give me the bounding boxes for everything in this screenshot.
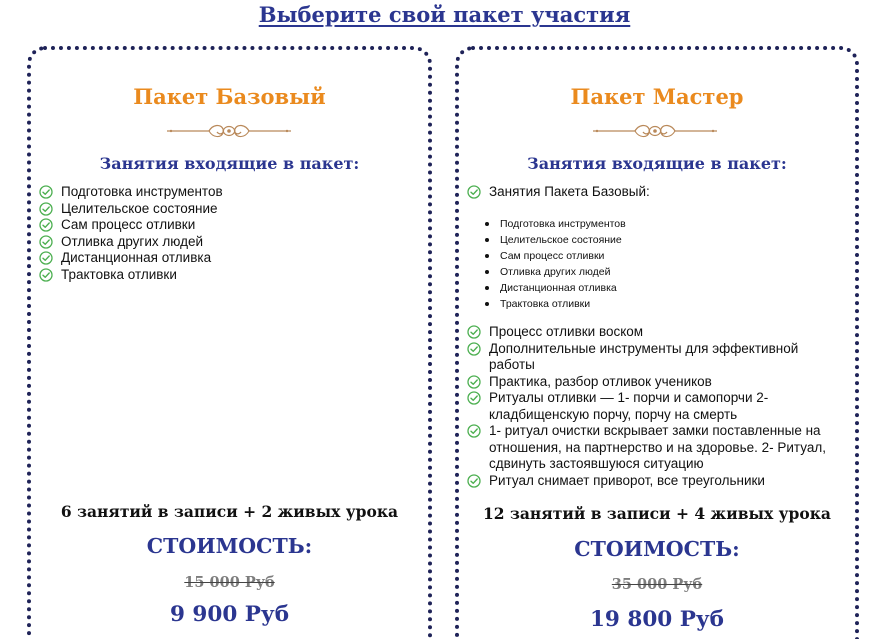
check-circle-icon — [467, 325, 481, 339]
sub-feature-item: Отливка других людей — [485, 264, 626, 280]
feature-label: Подготовка инструментов — [61, 184, 223, 199]
sub-feature-item: Целительское состояние — [485, 232, 626, 248]
sessions-summary: 12 занятий в записи + 4 живых урока — [483, 504, 831, 523]
new-price: 9 900 Руб — [169, 602, 290, 627]
feature-list — [467, 324, 839, 489]
check-circle-icon — [39, 268, 53, 282]
feature-label: Отливка других людей — [61, 233, 204, 249]
package-card-basic — [27, 46, 432, 639]
sub-feature-item: Трактовка отливки — [485, 296, 626, 312]
check-circle-icon — [39, 218, 53, 232]
check-circle-icon — [467, 474, 481, 488]
feature-item — [467, 324, 839, 341]
feature-item — [467, 374, 839, 391]
check-circle-icon — [467, 342, 481, 356]
check-circle-icon — [39, 251, 53, 265]
sessions-summary: 6 занятий в записи + 2 живых урока — [60, 502, 399, 521]
ornament-divider-icon — [591, 122, 719, 140]
feature-label: Ритуалы отливки — 1- порчи и самопорчи 2- кладбищенскую порчу, порчу на смерть — [489, 390, 769, 422]
feature-item — [39, 217, 419, 234]
feature-list — [39, 184, 419, 283]
check-circle-icon — [467, 375, 481, 389]
feature-label: Целительское состояние — [61, 200, 218, 216]
feature-item — [39, 184, 419, 201]
old-price: 15 000 Руб — [184, 574, 275, 591]
feature-label: Дополнительные инструменты для эффективной работы — [489, 340, 799, 372]
feature-item — [39, 267, 419, 284]
package-title: Пакет Мастер — [570, 84, 744, 109]
feature-item — [39, 234, 419, 251]
new-price: 19 800 Руб — [589, 607, 725, 632]
sub-feature-item: Сам процесс отливки — [485, 248, 626, 264]
feature-item — [467, 423, 839, 473]
feature-label: Трактовка отливки — [61, 266, 177, 282]
page-title[interactable]: Выберите свой пакет участия — [258, 2, 631, 27]
old-price: 35 000 Руб — [611, 576, 703, 593]
package-card-master — [455, 46, 859, 639]
includes-heading: Занятия входящие в пакет: — [527, 154, 787, 173]
feature-label: Процесс отливки воском — [489, 324, 644, 339]
check-circle-icon — [39, 235, 53, 249]
check-circle-icon — [467, 424, 481, 438]
feature-item — [467, 341, 839, 374]
sub-feature-item: Подготовка инструментов — [485, 216, 626, 232]
includes-heading: Занятия входящие в пакет: — [99, 154, 360, 173]
package-title: Пакет Базовый — [133, 84, 326, 109]
price-label: СТОИМОСТЬ: — [146, 534, 313, 558]
sub-feature-item: Дистанционная отливка — [485, 280, 626, 296]
check-circle-icon — [467, 391, 481, 405]
feature-label: Занятия Пакета Базовый: — [489, 184, 650, 199]
feature-label: 1- ритуал очистки вскрывает замки поставленные на отношения, на партнерство и на здоровье. 2- Ритуал, сдвинуть застоявшуюся ситуацию — [489, 423, 826, 471]
sub-feature-list — [485, 216, 626, 313]
feature-item — [39, 201, 419, 218]
price-label: СТОИМОСТЬ: — [574, 537, 740, 561]
ornament-divider-icon — [165, 122, 293, 140]
feature-label: Ритуал снимает приворот, все треугольники — [489, 472, 765, 488]
feature-item — [467, 184, 847, 201]
feature-label: Дистанционная отливка — [61, 250, 212, 265]
check-circle-icon — [39, 185, 53, 199]
feature-label: Практика, разбор отливок учеников — [489, 373, 712, 389]
feature-item — [39, 250, 419, 267]
check-circle-icon — [39, 202, 53, 216]
feature-label: Сам процесс отливки — [61, 217, 196, 232]
feature-item — [467, 390, 839, 423]
feature-item — [467, 473, 839, 490]
check-circle-icon — [467, 185, 481, 199]
feature-list — [467, 184, 847, 201]
